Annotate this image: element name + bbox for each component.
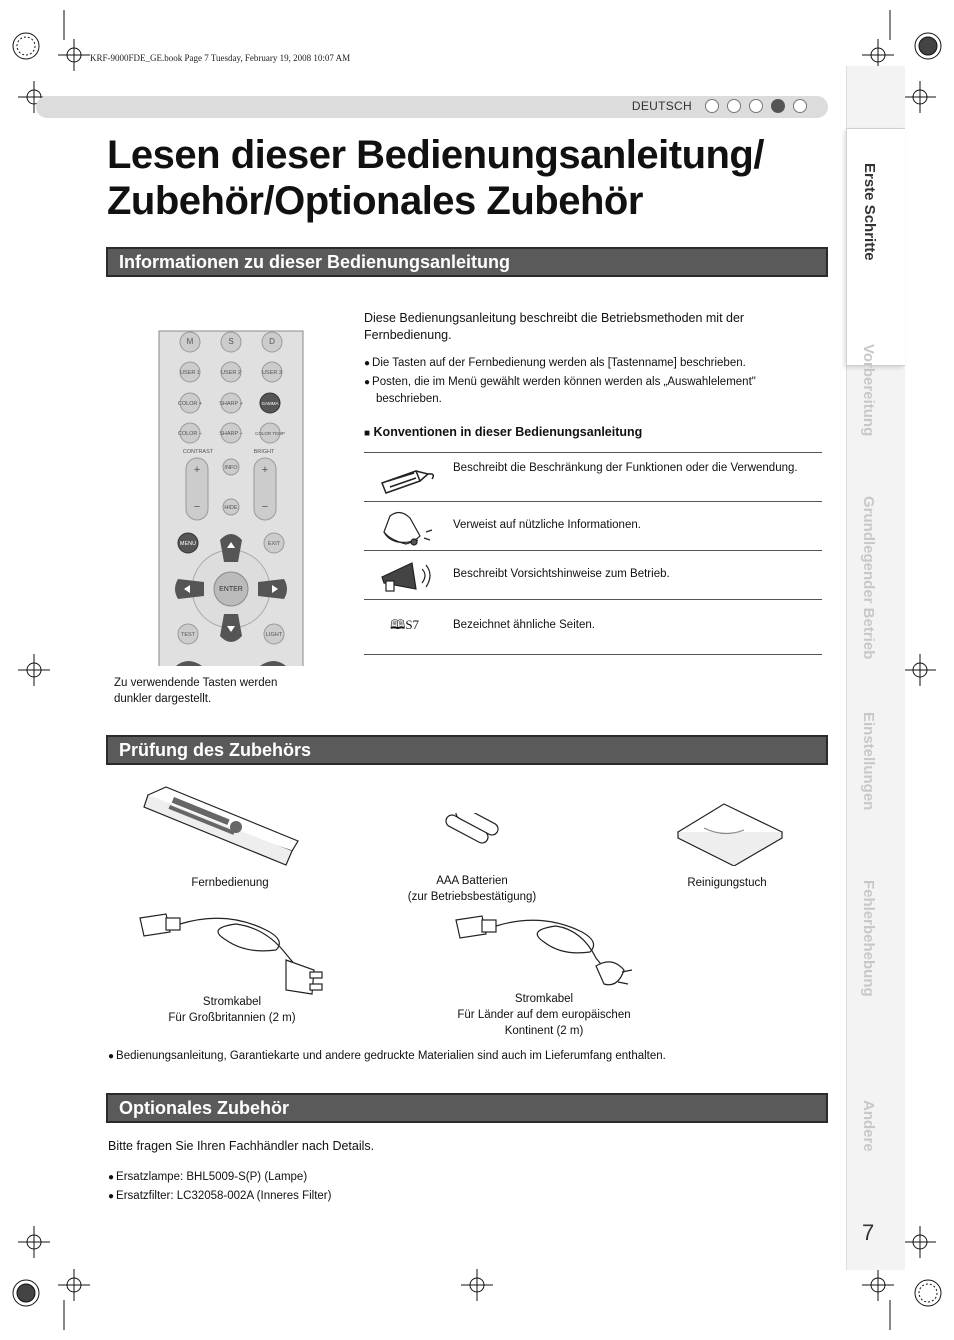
conventions-text: Beschreibt die Beschränkung der Funktionen oder die Verwendung. (453, 462, 798, 474)
label-line: Für Großbritannien (2 m) (168, 1012, 296, 1024)
info-intro: Diese Bedienungsanleitung beschreibt die Betriebsmethoden mit der Fernbedienung. (364, 311, 745, 342)
progress-dot-active (771, 99, 785, 113)
power-cable-uk-image (136, 910, 328, 998)
svg-text:+: + (261, 464, 269, 476)
button-light: LIGHT (265, 632, 283, 638)
button-user1: USER 1 (180, 370, 200, 376)
optional-bullet-list (108, 1169, 708, 1205)
tab-label: Fehlerbehebung (860, 880, 877, 997)
tab-label: Erste Schritte (861, 163, 878, 261)
cleaning-cloth-image (674, 802, 786, 866)
button-m: M (186, 337, 194, 346)
tab-andere[interactable] (846, 1076, 904, 1226)
accessory-label-remote: Fernbedienung (191, 877, 269, 889)
label-contrast: CONTRAST (182, 449, 214, 455)
book-page-icon: 🕮 (390, 617, 406, 632)
page-title-line-1: Lesen dieser Bedienungsanleitung/ (107, 133, 764, 177)
tab-label: Grundlegender Betrieb (860, 496, 877, 660)
batteries-image (442, 813, 502, 857)
page-number: 7 (862, 1220, 875, 1245)
language-label: DEUTSCH (631, 99, 692, 113)
list-item: ● Die Tasten auf der Fernbedienung werden als [Tastenname] beschrieben. (364, 355, 824, 372)
page-title-line-2: Zubehör/Optionales Zubehör (107, 179, 643, 223)
button-color-plus: COLOR + (177, 401, 203, 407)
tab-einstellungen[interactable] (846, 686, 904, 866)
button-sharp-minus: SHARP − (219, 431, 243, 437)
button-d: D (269, 337, 275, 346)
label-line: Kontinent (2 m) (504, 1025, 584, 1037)
button-hide: HIDE (224, 505, 238, 511)
conventions-row (364, 452, 822, 501)
bell-icon (376, 510, 436, 546)
pencil-icon (376, 461, 436, 497)
conventions-text: Beschreibt Vorsichtshinweise zum Betrieb. (453, 568, 670, 580)
reg-mark-icon (13, 33, 39, 59)
chapter-tabs (846, 66, 904, 1270)
button-s: S (228, 337, 234, 346)
accessory-label-batteries (372, 873, 572, 905)
section-heading-accessories (106, 735, 828, 765)
conventions-row (364, 599, 822, 655)
button-color-temp: COLOR TEMP (255, 431, 285, 436)
conventions-row (364, 550, 822, 599)
section-heading-text: Prüfung des Zubehörs (119, 740, 312, 760)
megaphone-icon (376, 559, 436, 595)
label-line: Für Länder auf dem europäischen (457, 1009, 631, 1021)
tab-label: Andere (860, 1100, 877, 1152)
label-bright: BRIGHT (253, 449, 275, 455)
button-user2: USER 2 (221, 370, 241, 376)
conventions-text: Verweist auf nützliche Informationen. (453, 519, 641, 531)
conventions-text: Bezeichnet ähnliche Seiten. (453, 619, 595, 631)
svg-text:−: − (193, 501, 201, 513)
page-title (107, 132, 827, 224)
tab-fehlerbehebung[interactable] (846, 866, 904, 1066)
progress-dot (727, 99, 741, 113)
page-reference-text: S7 (405, 617, 420, 632)
label-line: (zur Betriebsbestätigung) (407, 891, 537, 903)
button-exit: EXIT (267, 541, 281, 547)
list-item: ● Ersatzfilter: LC32058-002A (Inneres Filter) (108, 1188, 708, 1205)
power-cable-eu-image (452, 912, 634, 992)
section-heading-info (106, 247, 828, 277)
svg-text:+: + (193, 464, 201, 476)
button-info: INFO (224, 465, 238, 471)
info-bullet-list (364, 355, 824, 407)
button-test: TEST (180, 632, 196, 638)
progress-dot (705, 99, 719, 113)
conventions-row (364, 501, 822, 550)
remote-caption: Zu verwendende Tasten werden dunkler dargestellt. (114, 677, 278, 705)
button-sharp-plus: SHARP + (219, 401, 243, 407)
print-info: KRF-9000FDE_GE.book Page 7 Tuesday, February 19, 2008 10:07 AM (90, 53, 351, 63)
section-heading-text: Optionales Zubehör (119, 1098, 290, 1118)
reg-mark-icon (915, 33, 941, 59)
button-user3: USER 3 (262, 370, 282, 376)
progress-dot (793, 99, 807, 113)
label-line: Stromkabel (202, 996, 262, 1008)
label-line: AAA Batterien (436, 875, 508, 887)
svg-text:−: − (261, 501, 269, 513)
tab-vorbereitung[interactable] (846, 306, 904, 486)
square-bullet-icon: ■ (364, 428, 371, 439)
accessory-label-cable-eu (434, 991, 654, 1039)
page-reference (390, 616, 450, 652)
reg-mark-icon (915, 1280, 941, 1306)
tab-label: Vorbereitung (860, 344, 877, 437)
button-color-minus: COLOR − (177, 431, 203, 437)
conventions-title-text: Konventionen in dieser Bedienungsanleitung (373, 425, 643, 439)
remote-control-illustration (158, 330, 304, 666)
list-item: ● Ersatzlampe: BHL5009-S(P) (Lampe) (108, 1169, 708, 1186)
tab-grundlegender-betrieb[interactable] (846, 496, 904, 676)
accessory-label-cloth: Reinigungstuch (687, 877, 767, 889)
tab-label: Einstellungen (860, 712, 877, 811)
list-item: ● Posten, die im Menü gewählt werden können werden als „Auswahlelement" beschrieben. (364, 374, 824, 407)
conventions-table (364, 452, 822, 655)
accessory-label-cable-uk (152, 994, 312, 1026)
remote-control-image (140, 785, 302, 867)
button-enter: ENTER (219, 586, 243, 593)
conventions-title (364, 425, 642, 439)
progress-dot (749, 99, 763, 113)
section-progress-dots (705, 99, 807, 113)
button-gamma: GAMMA (261, 401, 279, 406)
button-menu: MENU (179, 541, 197, 547)
section-heading-text: Informationen zu dieser Bedienungsanleitung (119, 252, 511, 272)
accessories-note: ● Bedienungsanleitung, Garantiekarte und andere gedruckte Materialien sind auch im Lieferumfang enthalten. (108, 1048, 828, 1065)
optional-intro: Bitte fragen Sie Ihren Fachhändler nach Details. (108, 1139, 375, 1153)
section-heading-optional (106, 1093, 828, 1123)
label-line: Stromkabel (514, 993, 574, 1005)
reg-mark-icon (13, 1280, 39, 1306)
